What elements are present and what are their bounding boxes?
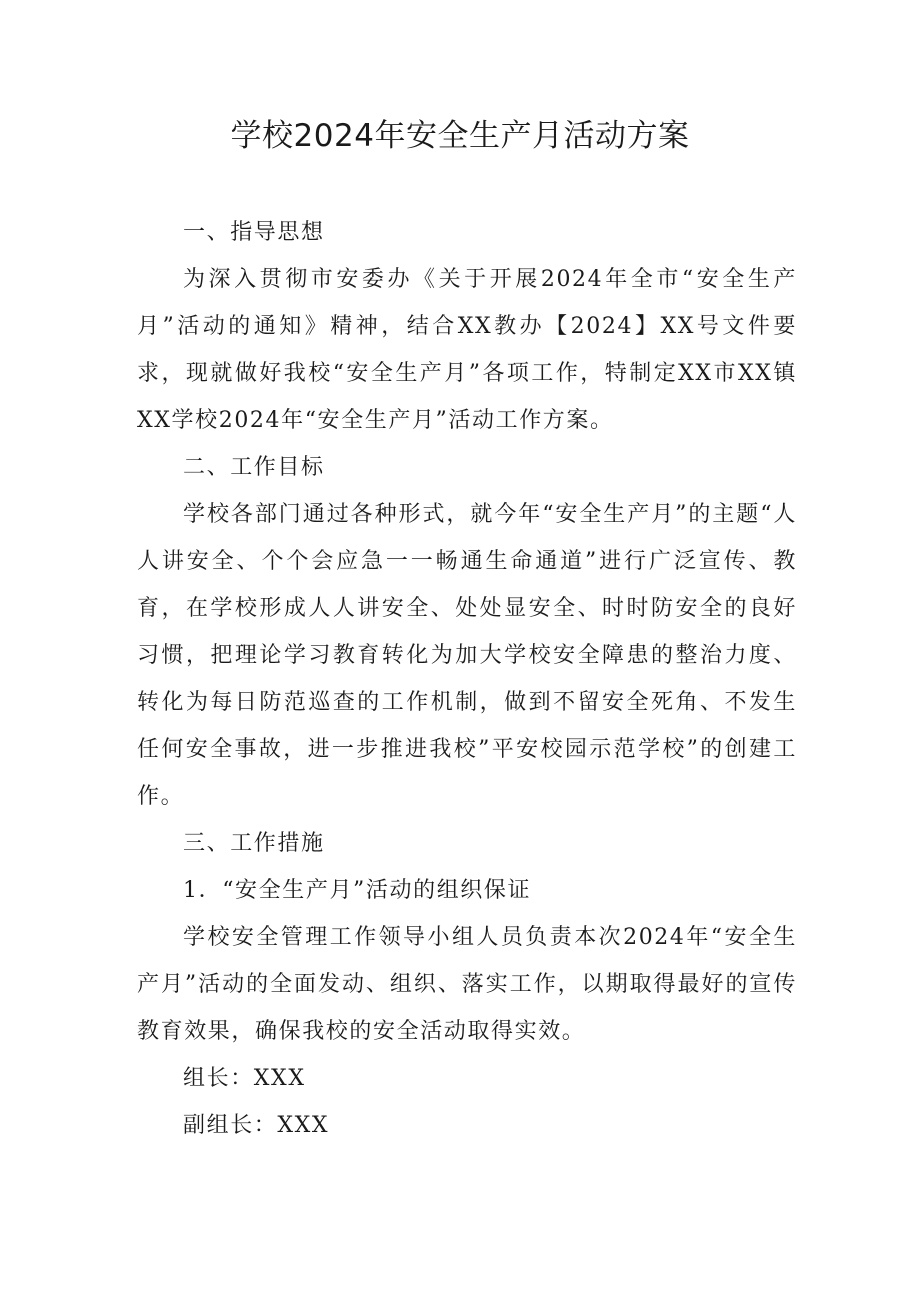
section-heading-guiding-ideology: 一、指导思想: [183, 220, 325, 245]
document-body: [137, 209, 797, 1149]
section-heading-work-measures: 三、工作措施: [183, 831, 325, 856]
paragraph-work-goals: 学校各部门通过各种形式，就今年“安全生产月”的主题“人人讲安全、个个会应急一一畅通生命通道”进行广泛宣传、教育，在学校形成人人讲安全、处处显安全、时时防安全的良好习惯，把理论学习教育转化为加大学校安全障患的整治力度、转化为每日防范巡查的工作机制，做到不留安全死角、不发生任何安全事故，进一步推进我校”平安校园示范学校”的创建工作。: [137, 502, 797, 809]
document-title: 学校2024年安全生产月活动方案: [230, 118, 690, 154]
paragraph-guiding-ideology: 为深入贯彻市安委办《关于开展2024年全市“安全生产月”活动的通知》精神，结合XX教办【2024】XX号文件要求，现就做好我校“安全生产月”各项工作，特制定XX市XX镇XX学校2024年“安全生产月”活动工作方案。: [137, 267, 797, 433]
subheading-organization: 1．“安全生产月”活动的组织保证: [183, 878, 532, 903]
deputy-leader-line: 副组长：XXX: [183, 1113, 330, 1138]
section-heading-work-goals: 二、工作目标: [183, 455, 325, 480]
paragraph-organization: 学校安全管理工作领导小组人员负责本次2024年“安全生产月”活动的全面发动、组织、落实工作，以期取得最好的宣传教育效果，确保我校的安全活动取得实效。: [137, 925, 797, 1044]
team-leader-line: 组长：XXX: [183, 1066, 306, 1091]
